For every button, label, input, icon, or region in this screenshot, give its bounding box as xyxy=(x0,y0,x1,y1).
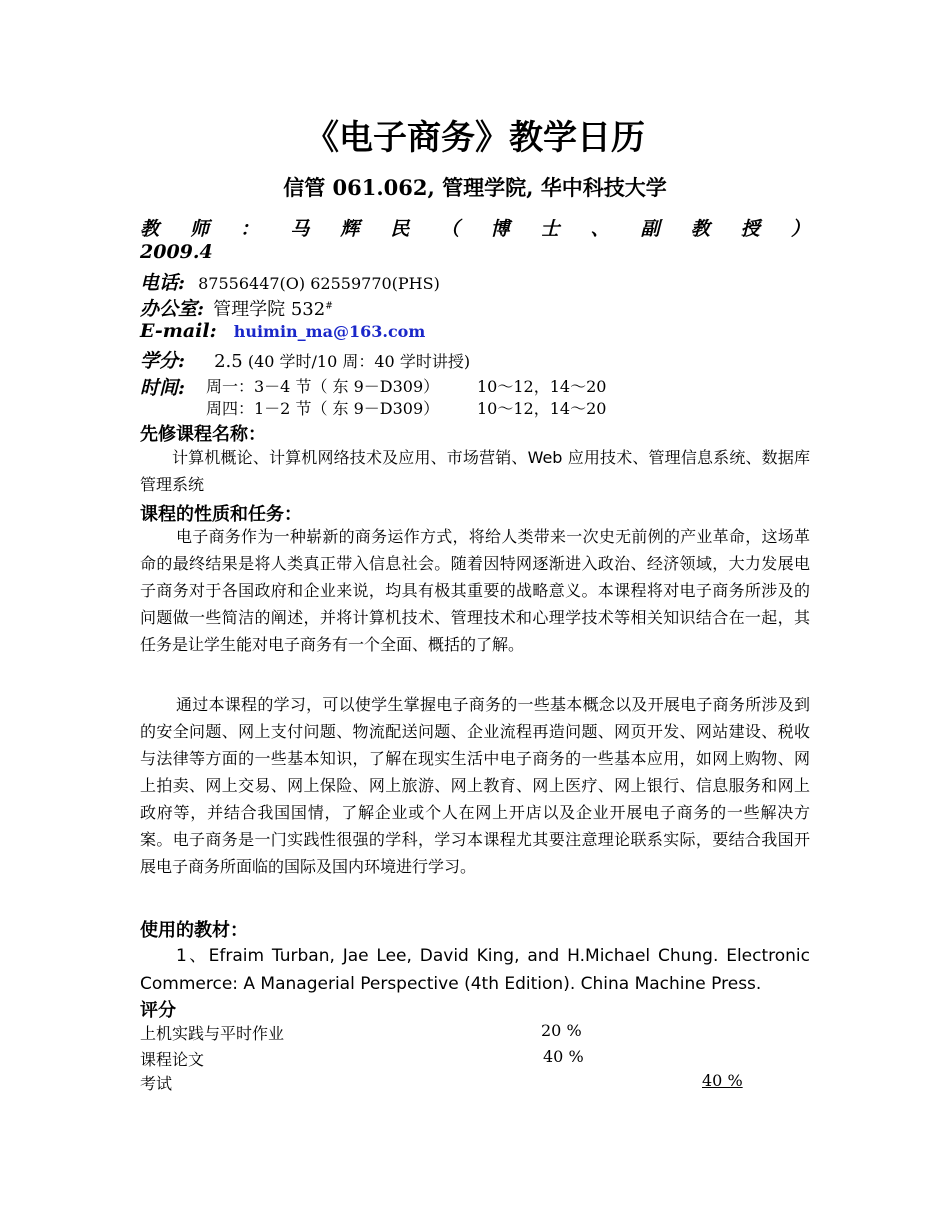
phone-line xyxy=(140,268,440,295)
grading-item: 课程论文 xyxy=(140,1050,205,1069)
teacher-char: 、 xyxy=(590,218,610,240)
credits-value: 2.5 xyxy=(214,351,243,372)
prereq-text: 计算机概论、计算机网络技术及应用、市场营销、Web 应用技术、管理信息系统、数据库管理系统 xyxy=(140,448,810,494)
grading-pct: 40 % xyxy=(702,1071,743,1090)
grading-pct: 40 % xyxy=(543,1047,584,1066)
teacher-char: （ xyxy=(440,218,460,240)
email-link[interactable]: huimin_ma@163.com xyxy=(233,322,426,341)
grading-item: 上机实践与平时作业 xyxy=(140,1024,285,1043)
teacher-char: 副 xyxy=(640,218,660,240)
teacher-char: 授 xyxy=(740,218,760,240)
credits-label: 学分: xyxy=(140,350,186,372)
nature-paragraph-2: 通过本课程的学习，可以使学生掌握电子商务的一些基本概念以及开展电子商务所涉及到的安全问题、网上支付问题、物流配送问题、企业流程再造问题、网页开发、网站建设、税收与法律等方面的一些基本知识，了解在现实生活中电子商务的一些基本应用，如网上购物、网上拍卖、网上交易、网上保险、网上旅游、网上教育、网上医疗、网上银行、信息服务和网上政府等，并结合我国国情，了解企业或个人在网上开店以及企业开展电子商务的一些解决方案。电子商务是一门实践性很强的学科，学习本课程尤其要注意理论联系实际，要结合我国开展电子商务所面临的国际及国内环境进行学习。 xyxy=(140,695,810,876)
nature-heading: 课程的性质和任务： xyxy=(140,504,302,525)
nature-paragraph-1: 电子商务作为一种崭新的商务运作方式，将给人类带来一次史无前例的产业革命，这场革命的最终结果是将人类真正带入信息社会。随着因特网逐渐进入政治、经济领域，大力发展电子商务对于各国政府和企业来说，均具有极其重要的战略意义。本课程将对电子商务所涉及的问题做一些简洁的阐述，并将计算机技术、管理技术和心理学技术等相关知识结合在一起，其任务是让学生能对电子商务有一个全面、概括的了解。 xyxy=(140,527,810,654)
teacher-char: 教 xyxy=(140,218,160,240)
office-line xyxy=(140,294,333,321)
grading-pct: 20 % xyxy=(541,1021,582,1040)
teacher-char: 师 xyxy=(190,218,210,240)
office-label: 办公室: xyxy=(140,298,205,320)
teacher-char: 辉 xyxy=(340,218,360,240)
textbook-item: 1、Efraim Turban, Jae Lee, David King, and H.Michael Chung. Electronic Commerce: A Managerial Perspective (4th Edition). China Machine Press. xyxy=(140,946,810,994)
teacher-char: ： xyxy=(240,218,260,240)
office-value: 管理学院 532 xyxy=(213,299,326,320)
grading-heading: 评分 xyxy=(140,1000,176,1021)
email-line xyxy=(140,320,425,342)
teacher-char: 博 xyxy=(490,218,510,240)
schedule-label: 时间: xyxy=(140,377,186,399)
teacher-line xyxy=(140,214,810,241)
grading-item: 考试 xyxy=(140,1074,173,1093)
teacher-char: 士 xyxy=(540,218,560,240)
phone-value: 87556447(O) 62559770(PHS) xyxy=(198,274,440,293)
schedule-row-2-weeks: 10～12，14～20 xyxy=(477,399,607,418)
teacher-char: 马 xyxy=(290,218,310,240)
teacher-char: 教 xyxy=(690,218,710,240)
teacher-char: 民 xyxy=(390,218,410,240)
teacher-char: ） xyxy=(790,218,810,240)
schedule-row-1-weeks: 10～12，14～20 xyxy=(477,377,607,396)
schedule-row-1-day: 周一：3－4 节（ 东 9－D309） xyxy=(206,377,440,396)
page-title: 《电子商务》教学日历 xyxy=(305,118,645,158)
credits-line xyxy=(140,346,470,373)
page-subtitle: 信管 061.062, 管理学院, 华中科技大学 xyxy=(283,175,667,200)
email-label: E-mail: xyxy=(140,320,217,342)
phone-label: 电话: xyxy=(140,272,186,294)
date: 2009.4 xyxy=(140,241,213,263)
office-sup: # xyxy=(325,301,333,312)
schedule-row-2-day: 周四：1－2 节（ 东 9－D309） xyxy=(206,399,440,418)
textbook-heading: 使用的教材： xyxy=(140,920,248,941)
prereq-heading: 先修课程名称： xyxy=(140,424,266,445)
credits-detail: (40 学时/10 周：40 学时讲授) xyxy=(247,352,471,371)
